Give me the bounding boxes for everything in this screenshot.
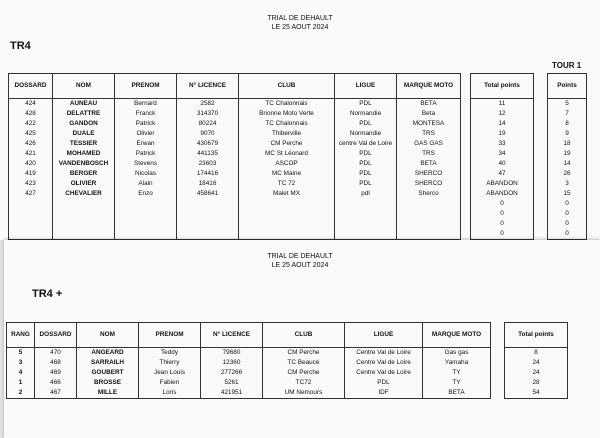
cell-licence: 2582 — [177, 99, 239, 110]
cell-prenom: Thierry — [139, 358, 201, 368]
cell-dossard: 469 — [35, 368, 77, 378]
cell-total-points: 33 — [471, 139, 534, 149]
tr4-results-table — [8, 73, 461, 240]
cell-marque: BETA — [397, 159, 461, 169]
cell-club: CM Perche — [239, 139, 335, 149]
cell-club: CM Perche — [263, 368, 345, 378]
cell-nom: TESSIER — [53, 139, 115, 149]
table-row — [471, 149, 534, 159]
table-row — [9, 229, 461, 240]
table-row — [505, 378, 568, 388]
cell-nom: BROSSE — [77, 378, 139, 388]
cell-ligue — [335, 229, 397, 240]
cell-club — [239, 209, 335, 219]
table-row — [9, 139, 461, 149]
cell-marque: Yamaha — [423, 358, 491, 368]
table-row — [471, 189, 534, 199]
cell-licence: 174416 — [177, 169, 239, 179]
cell-club: TC Beaucé — [263, 358, 345, 368]
cell-ligue: Centre Val de Loire — [345, 358, 423, 368]
table-row — [548, 99, 587, 110]
table-row — [9, 119, 461, 129]
cell-licence: 458641 — [177, 189, 239, 199]
cell-marque: BETA — [397, 99, 461, 110]
tr4-plus-results-table — [6, 322, 491, 399]
table-row — [9, 169, 461, 179]
cell-total-points: 12 — [471, 109, 534, 119]
cell-total-points: 24 — [505, 368, 568, 378]
cell-club: MC Maine — [239, 169, 335, 179]
cell-club: Brionne Moto Verte — [239, 109, 335, 119]
cell-club — [239, 229, 335, 240]
cell-ligue — [335, 219, 397, 229]
cell-dossard: 467 — [35, 388, 77, 399]
cell-club: ASCOP — [239, 159, 335, 169]
cell-dossard: 423 — [9, 179, 53, 189]
cell-ligue: PDL — [335, 149, 397, 159]
cell-nom: GANDON — [53, 119, 115, 129]
table-row — [471, 229, 534, 240]
cell-marque: SHERCO — [397, 179, 461, 189]
table-row — [9, 179, 461, 189]
event-date-2: LE 25 AOUT 2024 — [271, 262, 329, 269]
category-title: TR4 — [10, 40, 31, 52]
cell-prenom: Loris — [139, 388, 201, 399]
cell-ligue: centre Val de Loire — [335, 139, 397, 149]
table-row — [548, 209, 587, 219]
table-row — [9, 99, 461, 110]
column-header-dossard: DOSSARD — [9, 74, 53, 99]
cell-prenom: Jean Louis — [139, 368, 201, 378]
table-row — [7, 358, 491, 368]
cell-points: 14 — [548, 159, 587, 169]
cell-points: 9 — [548, 129, 587, 139]
cell-licence: 441135 — [177, 149, 239, 159]
cell-licence: 430679 — [177, 139, 239, 149]
cell-rang: 4 — [7, 368, 35, 378]
column-header-licence: N° LICENCE — [177, 74, 239, 99]
column-header-dossard: DOSSARD — [35, 323, 77, 348]
tr4-plus-total-points-table — [504, 322, 568, 399]
cell-club: Thiberville — [239, 129, 335, 139]
cell-ligue: IDF — [345, 388, 423, 399]
total-points-header-2: Total points — [505, 323, 568, 348]
column-header-club: CLUB — [263, 323, 345, 348]
cell-total-points: 34 — [471, 149, 534, 159]
cell-total-points: 40 — [471, 159, 534, 169]
column-header-nom: NOM — [77, 323, 139, 348]
cell-nom: BERGER — [53, 169, 115, 179]
cell-rang: 1 — [7, 378, 35, 388]
table-row — [471, 119, 534, 129]
cell-total-points: 19 — [471, 129, 534, 139]
cell-club: TC Chalonnais — [239, 99, 335, 110]
cell-ligue: PDL — [345, 378, 423, 388]
cell-points: 26 — [548, 169, 587, 179]
cell-licence: 12360 — [201, 358, 263, 368]
table-row — [548, 149, 587, 159]
cell-licence — [177, 199, 239, 209]
cell-licence — [177, 219, 239, 229]
cell-dossard: 428 — [9, 109, 53, 119]
column-header-rang: RANG — [7, 323, 35, 348]
table-row — [548, 199, 587, 209]
table-row — [471, 209, 534, 219]
table-row — [471, 129, 534, 139]
table-row — [7, 378, 491, 388]
event-header — [250, 14, 350, 32]
cell-ligue: Centre Val de Loire — [345, 368, 423, 378]
cell-dossard — [9, 199, 53, 209]
cell-points: 7 — [548, 109, 587, 119]
cell-ligue: Normandie — [335, 109, 397, 119]
table-row — [9, 109, 461, 119]
cell-club: TC Chalonnais — [239, 119, 335, 129]
cell-prenom: Franck — [115, 109, 177, 119]
cell-ligue: PDL — [335, 159, 397, 169]
cell-club — [239, 219, 335, 229]
cell-points: 8 — [548, 119, 587, 129]
cell-dossard: 419 — [9, 169, 53, 179]
tr4-tour-points-table — [547, 73, 587, 240]
table-row — [471, 169, 534, 179]
table-row — [548, 179, 587, 189]
cell-marque: SHERCO — [397, 169, 461, 179]
column-header-ligue: LIGUE — [345, 323, 423, 348]
cell-ligue: PDL — [335, 99, 397, 110]
cell-club: MC St Léonard — [239, 149, 335, 159]
cell-nom: ANGEARD — [77, 348, 139, 359]
table-row — [548, 119, 587, 129]
cell-total-points: 0 — [471, 229, 534, 240]
results-sheet-tr4-plus — [4, 240, 600, 438]
cell-ligue: PDL — [335, 169, 397, 179]
cell-nom: CHEVALIER — [53, 189, 115, 199]
table-row — [548, 109, 587, 119]
cell-prenom: Patrick — [115, 119, 177, 129]
cell-marque: TY — [423, 378, 491, 388]
cell-points: 19 — [548, 149, 587, 159]
cell-dossard — [9, 209, 53, 219]
cell-ligue: Normandie — [335, 129, 397, 139]
cell-points: 15 — [548, 189, 587, 199]
tour-label: TOUR 1 — [552, 61, 582, 70]
cell-marque — [397, 209, 461, 219]
column-header-nom: NOM — [53, 74, 115, 99]
cell-licence: 421951 — [201, 388, 263, 399]
cell-nom: DELATTRE — [53, 109, 115, 119]
cell-rang: 3 — [7, 358, 35, 368]
column-header-ligue: LIGUE — [335, 74, 397, 99]
cell-licence: 5261 — [201, 378, 263, 388]
cell-nom: AUNEAU — [53, 99, 115, 110]
cell-total-points: ABANDON — [471, 179, 534, 189]
cell-ligue: pdl — [335, 189, 397, 199]
cell-prenom — [115, 219, 177, 229]
table-row — [7, 348, 491, 359]
category-title-2: TR4 + — [32, 288, 63, 300]
table-row — [9, 159, 461, 169]
cell-club — [239, 199, 335, 209]
cell-marque: BETA — [423, 388, 491, 399]
cell-dossard: 470 — [35, 348, 77, 359]
cell-prenom: Patrick — [115, 149, 177, 159]
column-header-marque: MARQUE MOTO — [423, 323, 491, 348]
table-row — [548, 169, 587, 179]
table-row — [471, 139, 534, 149]
cell-points: 18 — [548, 139, 587, 149]
table-row — [9, 219, 461, 229]
cell-ligue — [335, 209, 397, 219]
table-row — [548, 219, 587, 229]
table-row — [471, 179, 534, 189]
total-points-header: Total points — [471, 74, 534, 99]
cell-marque: GAS GAS — [397, 139, 461, 149]
cell-points: 0 — [548, 209, 587, 219]
table-row — [9, 149, 461, 159]
column-header-licence: N° LICENCE — [201, 323, 263, 348]
cell-marque: TRS — [397, 149, 461, 159]
cell-dossard — [9, 229, 53, 240]
cell-licence: 18416 — [177, 179, 239, 189]
table-row — [471, 219, 534, 229]
table-row — [471, 199, 534, 209]
table-row — [9, 209, 461, 219]
cell-licence: 314370 — [177, 109, 239, 119]
cell-club: CM Perche — [263, 348, 345, 359]
cell-licence — [177, 229, 239, 240]
cell-prenom: Teddy — [139, 348, 201, 359]
cell-nom: OLIVIER — [53, 179, 115, 189]
table-row — [505, 388, 568, 399]
table-row — [505, 358, 568, 368]
cell-total-points: 0 — [471, 199, 534, 209]
cell-dossard: 427 — [9, 189, 53, 199]
cell-ligue: PDL — [335, 179, 397, 189]
cell-dossard — [9, 219, 53, 229]
cell-dossard: 421 — [9, 149, 53, 159]
cell-marque — [397, 199, 461, 209]
cell-nom: VANDENBOSCH — [53, 159, 115, 169]
cell-prenom: Olivier — [115, 129, 177, 139]
cell-ligue — [335, 199, 397, 209]
table-row — [7, 368, 491, 378]
cell-nom: MOHAMED — [53, 149, 115, 159]
cell-prenom: Bernard — [115, 99, 177, 110]
table-row — [9, 129, 461, 139]
cell-rang: 2 — [7, 388, 35, 399]
table-row — [7, 388, 491, 399]
cell-prenom — [115, 229, 177, 240]
cell-ligue: Centre Val de Loire — [345, 348, 423, 359]
cell-licence: 9070 — [177, 129, 239, 139]
table-row — [505, 348, 568, 359]
table-row — [548, 139, 587, 149]
points-header: Points — [548, 74, 587, 99]
cell-nom — [53, 209, 115, 219]
event-date: LE 25 AOUT 2024 — [271, 24, 329, 31]
cell-club: Malet MX — [239, 189, 335, 199]
cell-club: TC 72 — [239, 179, 335, 189]
column-header-marque: MARQUE MOTO — [397, 74, 461, 99]
cell-licence: 23603 — [177, 159, 239, 169]
cell-total-points: 47 — [471, 169, 534, 179]
cell-dossard: 420 — [9, 159, 53, 169]
cell-points: 5 — [548, 99, 587, 110]
cell-dossard: 466 — [35, 378, 77, 388]
cell-total-points: 0 — [471, 209, 534, 219]
cell-prenom: Nicolas — [115, 169, 177, 179]
cell-total-points: 0 — [471, 219, 534, 229]
cell-club: UM Nemours — [263, 388, 345, 399]
cell-club: TC72 — [263, 378, 345, 388]
table-row — [9, 189, 461, 199]
cell-prenom — [115, 209, 177, 219]
cell-points: 0 — [548, 199, 587, 209]
cell-dossard: 425 — [9, 129, 53, 139]
cell-ligue: PDL — [335, 119, 397, 129]
cell-prenom: Fabien — [139, 378, 201, 388]
cell-nom — [53, 229, 115, 240]
cell-nom: SARRAILH — [77, 358, 139, 368]
cell-total-points: 14 — [471, 119, 534, 129]
table-row — [505, 368, 568, 378]
cell-marque: MONTESA — [397, 119, 461, 129]
event-header-2 — [250, 252, 350, 270]
cell-dossard: 468 — [35, 358, 77, 368]
cell-marque — [397, 219, 461, 229]
cell-nom: GOUBERT — [77, 368, 139, 378]
cell-licence: 79680 — [201, 348, 263, 359]
table-row — [548, 229, 587, 240]
cell-total-points: 54 — [505, 388, 568, 399]
cell-prenom: Alain — [115, 179, 177, 189]
cell-prenom: Erwan — [115, 139, 177, 149]
cell-marque: TY — [423, 368, 491, 378]
event-title-2: TRIAL DE DEHAULT — [267, 253, 333, 260]
cell-prenom: Enzo — [115, 189, 177, 199]
cell-dossard: 422 — [9, 119, 53, 129]
cell-marque — [397, 229, 461, 240]
cell-marque: TRS — [397, 129, 461, 139]
column-header-prenom: PRENOM — [115, 74, 177, 99]
cell-dossard: 424 — [9, 99, 53, 110]
table-row — [471, 99, 534, 110]
cell-rang: 5 — [7, 348, 35, 359]
cell-prenom: Stevens — [115, 159, 177, 169]
tr4-total-points-table — [470, 73, 534, 240]
cell-licence: 80224 — [177, 119, 239, 129]
cell-nom — [53, 199, 115, 209]
cell-points: 0 — [548, 219, 587, 229]
cell-total-points: 28 — [505, 378, 568, 388]
column-header-club: CLUB — [239, 74, 335, 99]
table-row — [548, 189, 587, 199]
cell-marque: Beta — [397, 109, 461, 119]
cell-points: 0 — [548, 229, 587, 240]
cell-dossard: 426 — [9, 139, 53, 149]
cell-marque: Gas gas — [423, 348, 491, 359]
table-row — [548, 159, 587, 169]
table-row — [471, 159, 534, 169]
event-title: TRIAL DE DEHAULT — [267, 15, 333, 22]
cell-total-points: ABANDON — [471, 189, 534, 199]
cell-prenom — [115, 199, 177, 209]
cell-licence: 277266 — [201, 368, 263, 378]
table-row — [9, 199, 461, 209]
table-row — [548, 129, 587, 139]
cell-total-points: 8 — [505, 348, 568, 359]
cell-nom — [53, 219, 115, 229]
cell-points: 3 — [548, 179, 587, 189]
cell-nom: MILLE — [77, 388, 139, 399]
cell-nom: DUALE — [53, 129, 115, 139]
cell-total-points: 24 — [505, 358, 568, 368]
table-row — [471, 109, 534, 119]
cell-marque: Sherco — [397, 189, 461, 199]
cell-total-points: 11 — [471, 99, 534, 110]
column-header-prenom: PRENOM — [139, 323, 201, 348]
cell-licence — [177, 209, 239, 219]
